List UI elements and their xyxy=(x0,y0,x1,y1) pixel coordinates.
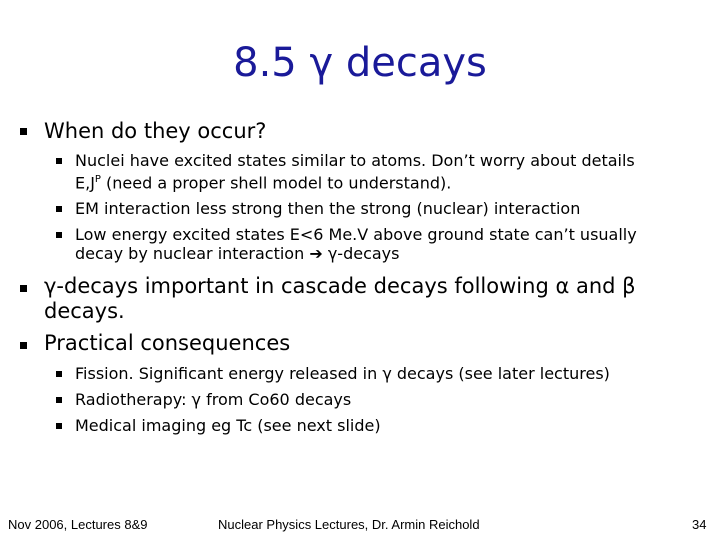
sub-bullet-line-part: (need a proper shell model to understand). xyxy=(100,173,452,193)
sub-bullet-text: Fission. Significant energy released in γ decays (see later lectures) xyxy=(75,364,610,383)
bullet-icon xyxy=(56,371,62,377)
sub-bullet-text: Radiotherapy: γ from Co60 decays xyxy=(75,390,352,409)
sub-bullet-line: Nuclei have excited states similar to atoms. Don’t worry about details xyxy=(75,151,635,170)
sub-bullet-text: Medical imaging eg Tc (see next slide) xyxy=(75,416,381,435)
bullet-icon xyxy=(20,128,27,135)
bullet-line: γ-decays important in cascade decays following α and β xyxy=(44,274,636,298)
sub-bullet-text xyxy=(75,151,715,192)
bullet-icon xyxy=(56,206,62,212)
sub-bullet-line-part: decay by nuclear interaction xyxy=(75,244,310,263)
sub-bullet-line: Low energy excited states E<6 Me.V above ground state can’t usually xyxy=(75,225,637,244)
bullet-line: decays. xyxy=(44,299,125,323)
bullet-icon xyxy=(56,232,62,238)
bullet-icon xyxy=(20,342,27,349)
slide-title: 8.5 γ decays xyxy=(233,40,487,86)
bullet-icon xyxy=(20,285,27,292)
sub-bullet-text: EM interaction less strong then the strong (nuclear) interaction xyxy=(75,199,581,218)
bullet-text xyxy=(44,274,714,324)
bullet-icon xyxy=(56,397,62,403)
sub-bullet-line-part: γ-decays xyxy=(322,244,400,263)
sub-bullet-text xyxy=(75,225,715,263)
bullet-icon xyxy=(56,423,62,429)
bullet-text: When do they occur? xyxy=(44,119,267,143)
footer-date: Nov 2006, Lectures 8&9 xyxy=(8,517,148,532)
superscript: P xyxy=(94,174,101,185)
footer-course: Nuclear Physics Lectures, Dr. Armin Reichold xyxy=(218,517,480,532)
sub-bullet-line xyxy=(75,170,715,192)
sub-bullet-line-part: E,J xyxy=(75,173,95,193)
arrow-right-icon: ➔ xyxy=(309,244,323,263)
bullet-icon xyxy=(56,158,62,164)
page-number: 34 xyxy=(692,517,707,532)
bullet-text: Practical consequences xyxy=(44,331,291,355)
sub-bullet-line xyxy=(75,244,715,263)
